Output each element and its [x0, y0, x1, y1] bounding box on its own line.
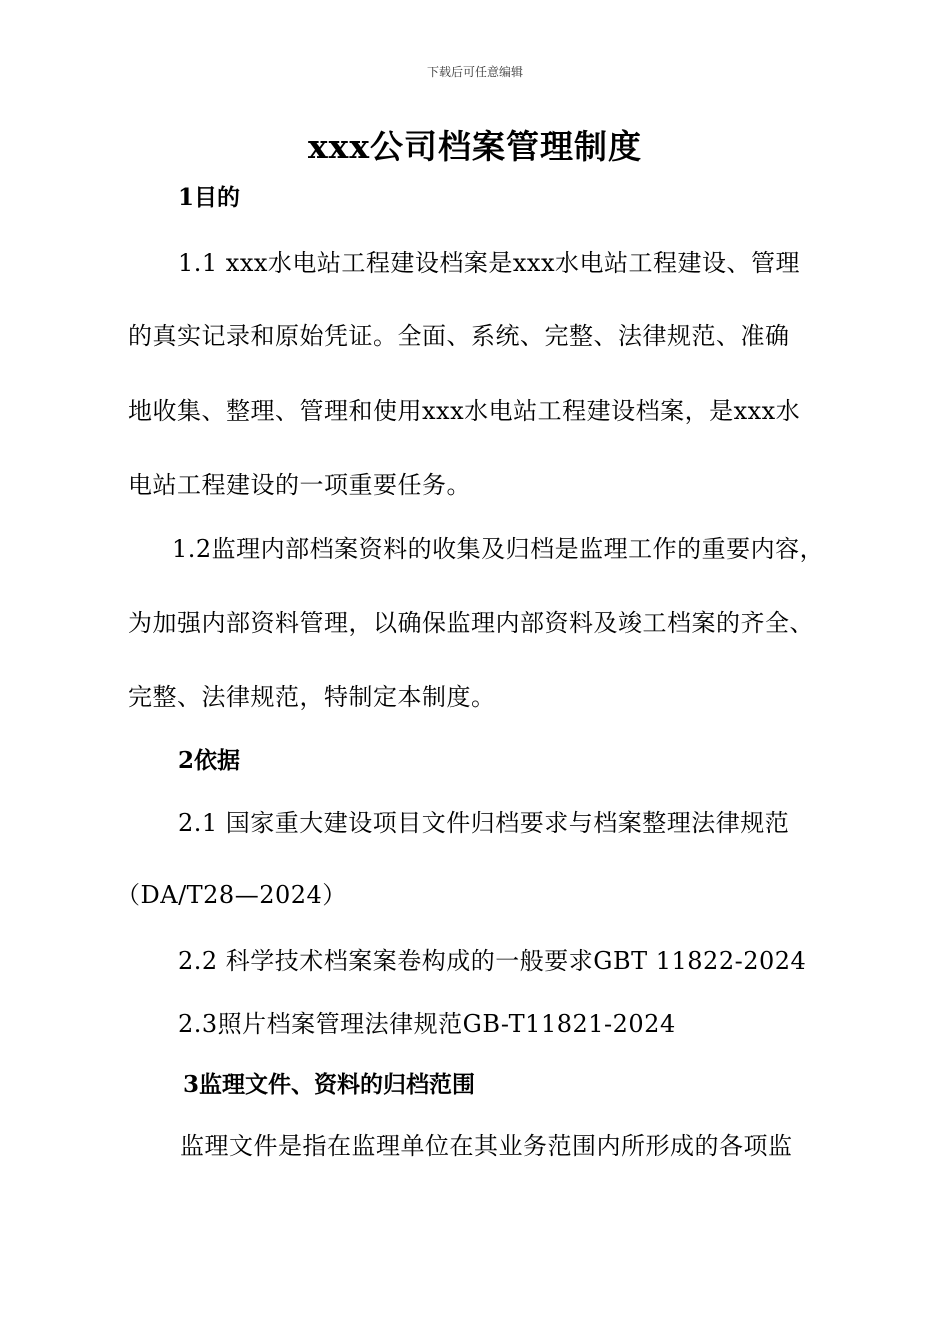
section-1-paragraph-1-line-2: 的真实记录和原始凭证。全面、系统、完整、法律规范、准确 — [128, 322, 790, 350]
section-2-item-2: 2.2 科学技术档案案卷构成的一般要求GBT 11822-2024 — [178, 947, 807, 975]
section-1-paragraph-1-line-4: 电站工程建设的一项重要任务。 — [128, 471, 471, 499]
section-1-paragraph-2-line-3: 完整、法律规范，特制定本制度。 — [128, 683, 496, 711]
section-1-paragraph-2-line-2: 为加强内部资料管理，以确保监理内部资料及竣工档案的齐全、 — [128, 609, 814, 637]
section-2-heading: 2依据 — [178, 747, 241, 774]
section-1-paragraph-1-line-3: 地收集、整理、管理和使用xxx水电站工程建设档案，是xxx水 — [128, 397, 801, 425]
page-title: xxx公司档案管理制度 — [307, 127, 643, 166]
section-2-item-3: 2.3照片档案管理法律规范GB-T11821-2024 — [178, 1010, 676, 1038]
section-1-heading: 1目的 — [178, 184, 241, 211]
section-1-paragraph-2-line-1: 1.2监理内部档案资料的收集及归档是监理工作的重要内容， — [172, 535, 825, 563]
section-3-heading: 3监理文件、资料的归档范围 — [183, 1071, 476, 1098]
header-note: 下载后可任意编辑 — [426, 65, 523, 79]
section-1-paragraph-1-line-1: 1.1 xxx水电站工程建设档案是xxx水电站工程建设、管理 — [178, 249, 801, 277]
section-3-paragraph-1: 监理文件是指在监理单位在其业务范围内所形成的各项监 — [180, 1132, 793, 1160]
section-2-item-1: 2.1 国家重大建设项目文件归档要求与档案整理法律规范 — [178, 809, 790, 837]
section-2-item-1-continuation: （DA/T28—2024） — [116, 881, 347, 909]
